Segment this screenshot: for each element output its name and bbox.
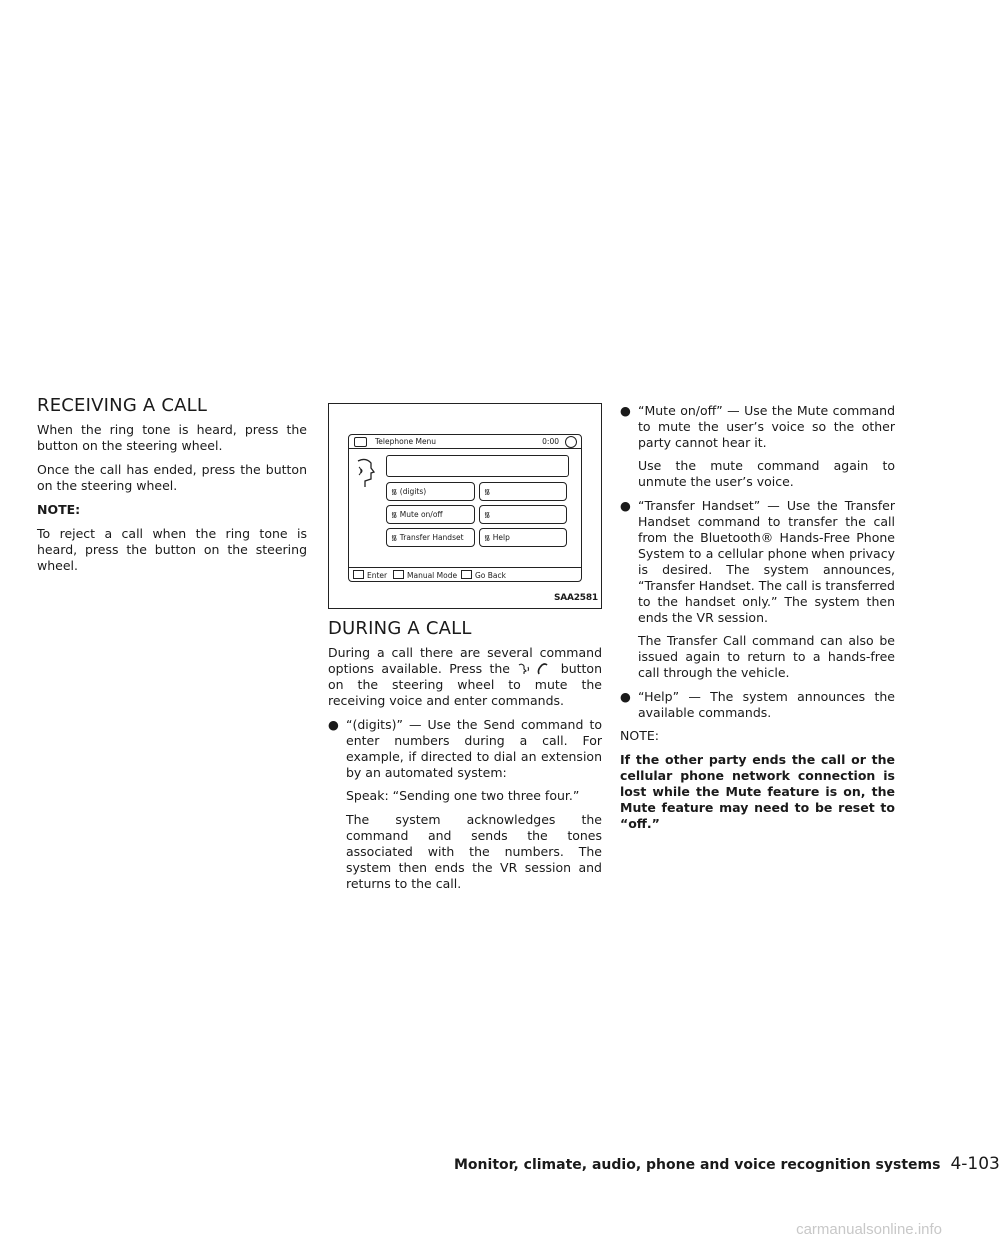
screen-header <box>349 435 581 449</box>
help-command-button[interactable]: ᯾ Help <box>479 528 567 547</box>
figure-code: SAA2581 <box>553 593 598 603</box>
telephone-menu-figure <box>328 403 602 609</box>
note-label: NOTE: <box>37 502 81 517</box>
screen-title: Telephone Menu <box>375 437 437 446</box>
back-icon <box>565 436 577 448</box>
bullet-help: ● “Help” — The system announces the available commands. <box>620 689 895 720</box>
voice-command-icon: ᯾ <box>484 510 491 519</box>
note-mute-reset: If the other party ends the call or the cellular phone network connection is lost while the Mute feature is on, the Mute feature may need to be reset to “off.” <box>620 752 895 831</box>
note-label: NOTE: <box>620 728 659 743</box>
mute-command-button[interactable]: ᯾ Mute on/off <box>386 505 475 524</box>
go-back-icon <box>461 570 472 579</box>
bullet-marker: ● <box>328 717 339 732</box>
talk-phone-button-icon <box>517 662 553 676</box>
paragraph-answer: When the ring tone is heard, press the button on the steering wheel. <box>37 422 307 453</box>
footer-enter: Enter <box>353 570 387 581</box>
section-title: Monitor, climate, audio, phone and voice recognition systems <box>454 1157 941 1173</box>
digits-followup: The system acknowledges the command and sends the tones associated with the numbers. The system then ends the VR session and returns to the call. <box>346 812 602 891</box>
transfer-followup: The Transfer Call command can also be issued again to return to a hands-free call through the vehicle. <box>638 633 895 680</box>
digits-command-button[interactable]: ᯾ (digits) <box>386 482 475 501</box>
screen-footer <box>349 567 581 581</box>
blank-command-button[interactable] <box>479 505 567 524</box>
bullet-marker: ● <box>620 403 631 418</box>
column-during-call <box>328 403 602 900</box>
mute-followup: Use the mute command again to unmute the user’s voice. <box>638 458 895 489</box>
page-number: 4-103 <box>950 1154 1000 1174</box>
digits-display-field <box>386 455 569 477</box>
footer-manual-mode: Manual Mode <box>393 570 457 581</box>
manual-mode-icon <box>393 570 404 579</box>
transfer-handset-command-button[interactable]: ᯾ Transfer Handset <box>386 528 475 547</box>
bullet-marker: ● <box>620 498 631 513</box>
heading-receiving-call: RECEIVING A CALL <box>37 395 208 416</box>
watermark-logo: carmanualsonline.info <box>796 1221 942 1238</box>
heading-during-call: DURING A CALL <box>328 618 472 639</box>
column-commands-continued <box>620 403 895 840</box>
voice-command-icon: ᯾ <box>391 533 400 542</box>
voice-command-icon: ᯾ <box>484 487 491 496</box>
enter-icon <box>353 570 364 579</box>
paragraph-during-call-intro: During a call there are several command options available. Press the button on the steering wheel to mute the receiving voice and enter commands. <box>328 645 602 708</box>
voice-recognition-face-icon <box>355 457 377 489</box>
voice-command-icon: ᯾ <box>484 533 493 542</box>
voice-command-icon: ᯾ <box>391 487 400 496</box>
footer-go-back: Go Back <box>461 570 506 581</box>
telephone-menu-screen <box>348 434 582 582</box>
phone-icon <box>354 437 367 447</box>
column-receiving-call <box>37 395 307 582</box>
bullet-digits: ● “(digits)” — Use the Send command to enter numbers during a call. For example, if directed to dial an extension by an automated system: <box>328 717 602 780</box>
bullet-transfer-handset: ● “Transfer Handset” — Use the Transfer Handset command to transfer the call from the Bluetooth® Hands-Free Phone System to a cellular phone when privacy is desired. The system announces, “Transfer Handset. The call is transferred to the handset only.” The system then ends the VR session. <box>620 498 895 625</box>
bullet-marker: ● <box>620 689 631 704</box>
bullet-mute: ● “Mute on/off” — Use the Mute command to mute the user’s voice so the other party cannot hear it. <box>620 403 895 450</box>
speak-example: Speak: “Sending one two three four.” <box>346 788 580 803</box>
page-footer <box>454 1154 1000 1174</box>
voice-command-icon: ᯾ <box>391 510 400 519</box>
call-timer: 0:00 <box>542 437 559 446</box>
note-reject-call: To reject a call when the ring tone is heard, press the button on the steering wheel. <box>37 526 307 573</box>
blank-command-button[interactable] <box>479 482 567 501</box>
paragraph-end-call: Once the call has ended, press the button on the steering wheel. <box>37 462 307 493</box>
